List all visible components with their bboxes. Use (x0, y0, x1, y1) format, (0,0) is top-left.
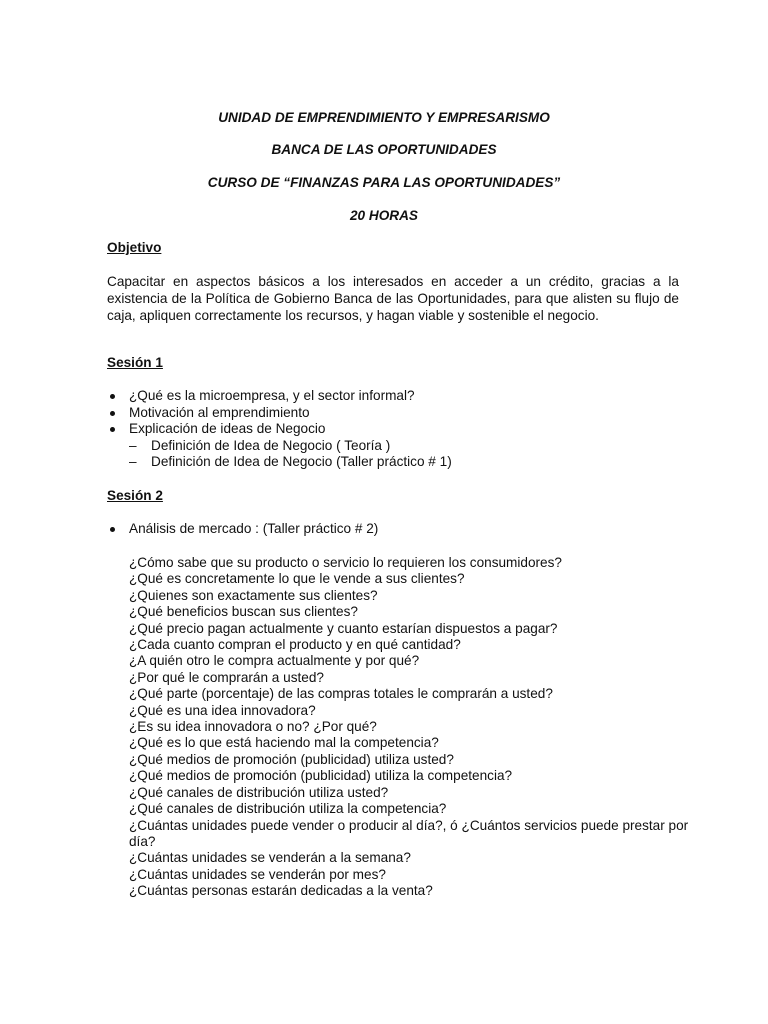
dash-marker: – (129, 454, 137, 469)
market-questions-list (129, 555, 689, 900)
question-item: ¿A quién otro le compra actualmente y por qué? (129, 653, 420, 669)
heading-program: BANCA DE LAS OPORTUNIDADES (271, 142, 497, 157)
question-item: ¿Cuántas personas estarán dedicadas a la venta? (129, 883, 433, 899)
question-item: ¿Qué medios de promoción (publicidad) utiliza la competencia? (129, 768, 513, 784)
heading-hours: 20 HORAS (350, 208, 418, 223)
question-item: ¿Cuántas unidades puede vender o producir al día?, ó ¿Cuántos servicios puede prestar por día? (129, 817, 689, 849)
session-1-title: Sesión 1 (107, 355, 163, 370)
session-2-title: Sesión 2 (107, 488, 163, 503)
heading-course: CURSO DE “FINANZAS PARA LAS OPORTUNIDADES” (207, 175, 561, 190)
dash-marker: – (129, 437, 137, 453)
question-item: ¿Cada cuanto compran el producto y en qué cantidad? (129, 637, 461, 653)
question-item: ¿Qué es una idea innovadora? (129, 702, 316, 718)
question-item: ¿Qué precio pagan actualmente y cuanto estarían dispuestos a pagar? (129, 620, 558, 636)
question-item: ¿Qué canales de distribución utiliza la competencia? (129, 801, 447, 817)
question-item: ¿Qué beneficios buscan sus clientes? (129, 604, 358, 620)
sub-list-item (107, 454, 452, 471)
question-item: ¿Cuántas unidades se venderán por mes? (129, 866, 386, 882)
sub-list-item-text: Definición de Idea de Negocio ( Teoría ) (151, 437, 391, 453)
question-item: ¿Qué es concretamente lo que le vende a sus clientes? (129, 571, 465, 587)
question-item: ¿Qué es lo que está haciendo mal la competencia? (129, 735, 439, 751)
sub-list-item-text: Definición de Idea de Negocio (Taller práctico # 1) (151, 454, 452, 469)
question-item: ¿Qué parte (porcentaje) de las compras totales le comprarán a usted? (129, 686, 553, 702)
list-item: ¿Qué es la microempresa, y el sector informal? (107, 388, 452, 405)
question-item: ¿Por qué le comprarán a usted? (129, 669, 324, 685)
question-item: ¿Qué canales de distribución utiliza usted? (129, 784, 389, 800)
objective-paragraph: Capacitar en aspectos básicos a los interesados en acceder a un crédito, gracias a la existencia de la Política de Gobierno Banca de las Oportunidades, para que alisten su flujo de caja, apliquen correctamente los recursos, y hagan viable y sostenible el negocio. (107, 274, 679, 323)
question-item: ¿Cómo sabe que su producto o servicio lo requieren los consumidores? (129, 555, 562, 570)
question-item: ¿Quienes son exactamente sus clientes? (129, 587, 378, 603)
list-item: Motivación al emprendimiento (107, 405, 452, 422)
question-item: ¿Es su idea innovadora o no? ¿Por qué? (129, 719, 377, 735)
heading-unit: UNIDAD DE EMPRENDIMIENTO Y EMPRESARISMO (218, 110, 550, 125)
sub-list-item (107, 438, 452, 455)
list-item: Explicación de ideas de Negocio (107, 421, 452, 438)
list-item: Análisis de mercado : (Taller práctico # 2) (107, 521, 378, 538)
question-item: ¿Cuántas unidades se venderán a la semana? (129, 850, 411, 866)
question-item: ¿Qué medios de promoción (publicidad) utiliza usted? (129, 751, 454, 767)
session-1-list (107, 388, 452, 471)
session-2-list (107, 521, 378, 538)
objective-title: Objetivo (107, 240, 162, 255)
